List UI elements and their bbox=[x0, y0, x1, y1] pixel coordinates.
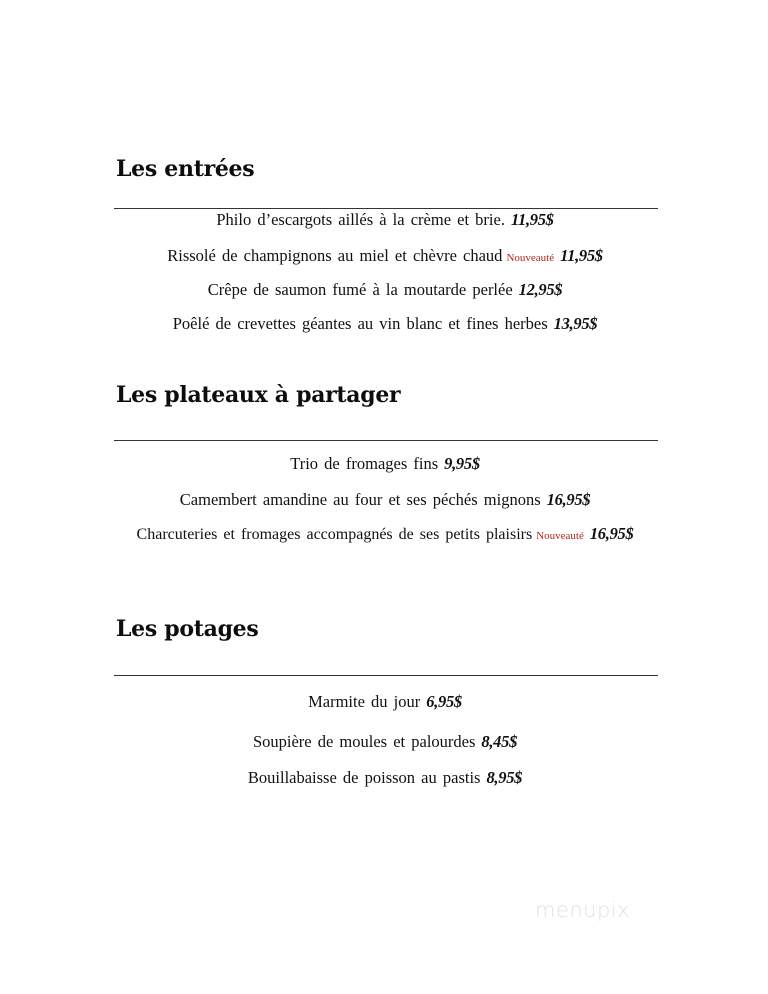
item-price: 13,95$ bbox=[553, 314, 598, 333]
item-price: 11,95$ bbox=[510, 210, 554, 229]
section-divider bbox=[114, 440, 658, 441]
section-divider bbox=[114, 208, 658, 209]
item-price: 16,95$ bbox=[589, 524, 634, 543]
item-price: 6,95$ bbox=[426, 692, 462, 711]
item-price: 11,95$ bbox=[560, 246, 603, 265]
item-name: Rissolé de champignons au miel et chèvre chaud bbox=[167, 246, 503, 265]
item-name: Philo d’escargots aillés à la crème et brie. bbox=[216, 210, 505, 229]
item-name: Marmite du jour bbox=[308, 692, 421, 711]
item-name: Crêpe de saumon fumé à la moutarde perlée bbox=[207, 280, 513, 299]
menu-item bbox=[100, 490, 670, 510]
menu-item bbox=[100, 692, 670, 712]
section-title-potages: Les potages bbox=[116, 616, 259, 642]
item-price: 8,45$ bbox=[481, 732, 518, 751]
new-badge: Nouveauté bbox=[536, 530, 584, 542]
menu-item bbox=[100, 732, 670, 752]
menupix-watermark: menupix bbox=[535, 898, 631, 922]
item-name: Camembert amandine au four et ses péchés mignons bbox=[179, 490, 541, 509]
item-price: 16,95$ bbox=[546, 490, 591, 509]
item-price: 8,95$ bbox=[486, 768, 523, 787]
new-badge: Nouveauté bbox=[506, 252, 555, 264]
item-price: 9,95$ bbox=[444, 454, 480, 473]
section-title-entrees: Les entrées bbox=[116, 156, 255, 182]
menu-item bbox=[100, 280, 670, 300]
menu-item bbox=[100, 246, 670, 266]
menu-item bbox=[100, 210, 670, 230]
item-name: Bouillabaisse de poisson au pastis bbox=[247, 768, 481, 787]
item-name: Soupière de moules et palourdes bbox=[252, 732, 476, 751]
item-name: Poêlé de crevettes géantes au vin blanc et fines herbes bbox=[172, 314, 548, 333]
section-divider bbox=[114, 675, 658, 676]
menu-item bbox=[100, 314, 670, 334]
item-name: Trio de fromages fins bbox=[290, 454, 439, 473]
menu-item bbox=[100, 454, 670, 474]
section-title-plateaux: Les plateaux à partager bbox=[116, 382, 401, 408]
item-name: Charcuteries et fromages accompagnés de ses petits plaisirs bbox=[136, 526, 533, 543]
menu-item bbox=[100, 524, 670, 544]
menu-item bbox=[100, 768, 670, 788]
item-price: 12,95$ bbox=[518, 280, 563, 299]
